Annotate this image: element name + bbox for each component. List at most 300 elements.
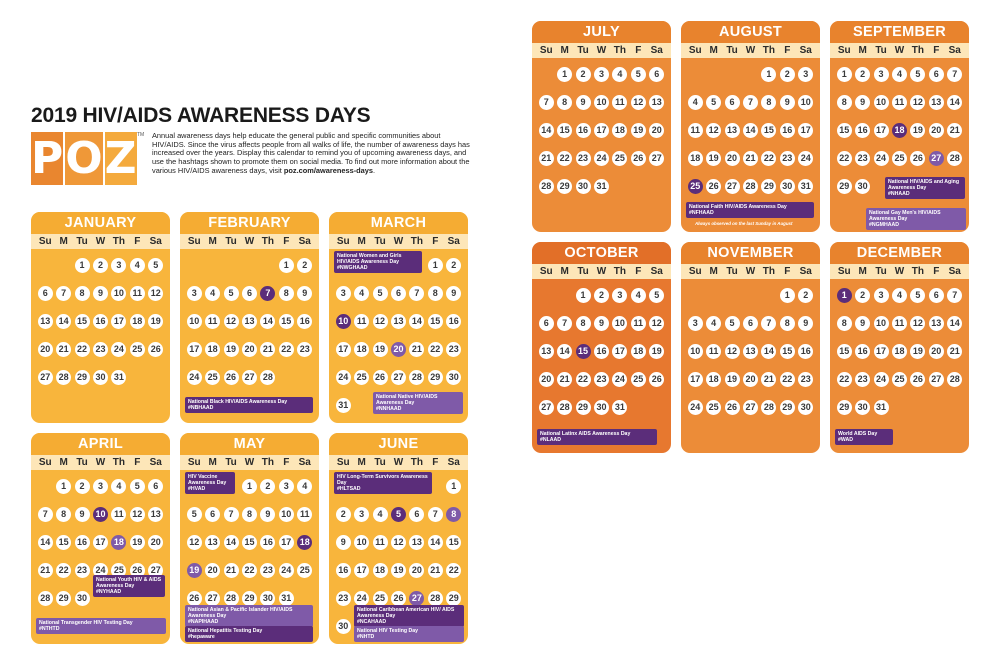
day-number[interactable]: 18 — [130, 314, 145, 329]
day-number[interactable]: 2 — [855, 288, 870, 303]
day-number[interactable]: 28 — [38, 591, 53, 606]
day-number[interactable]: 5 — [910, 288, 925, 303]
day-number[interactable]: 17 — [279, 535, 294, 550]
day-number[interactable]: 25 — [631, 372, 646, 387]
day-number[interactable]: 20 — [929, 344, 944, 359]
day-number[interactable]: 1 — [75, 258, 90, 273]
day-number[interactable]: 3 — [93, 479, 108, 494]
day-number[interactable]: 22 — [279, 342, 294, 357]
day-number[interactable]: 15 — [780, 344, 795, 359]
day-number[interactable]: 14 — [56, 314, 71, 329]
day-number[interactable]: 18 — [612, 123, 627, 138]
day-number[interactable]: 5 — [706, 95, 721, 110]
awareness-day-number[interactable]: 10 — [336, 314, 351, 329]
day-number[interactable]: 15 — [279, 314, 294, 329]
day-number[interactable]: 23 — [855, 372, 870, 387]
day-number[interactable]: 22 — [56, 563, 71, 578]
awareness-day-number[interactable]: 19 — [187, 563, 202, 578]
day-number[interactable]: 28 — [947, 151, 962, 166]
day-number[interactable]: 3 — [354, 507, 369, 522]
day-number[interactable]: 6 — [725, 95, 740, 110]
day-number[interactable]: 15 — [56, 535, 71, 550]
day-number[interactable]: 19 — [224, 342, 239, 357]
day-number[interactable]: 21 — [38, 563, 53, 578]
day-number[interactable]: 6 — [649, 67, 664, 82]
day-number[interactable]: 9 — [446, 286, 461, 301]
day-number[interactable]: 6 — [929, 288, 944, 303]
day-number[interactable]: 12 — [130, 507, 145, 522]
day-number[interactable]: 2 — [75, 479, 90, 494]
day-number[interactable]: 1 — [242, 479, 257, 494]
day-number[interactable]: 30 — [780, 179, 795, 194]
day-number[interactable]: 8 — [242, 507, 257, 522]
day-number[interactable]: 25 — [205, 370, 220, 385]
day-number[interactable]: 20 — [929, 123, 944, 138]
day-number[interactable]: 15 — [242, 535, 257, 550]
day-number[interactable]: 17 — [874, 344, 889, 359]
day-number[interactable]: 26 — [373, 370, 388, 385]
day-number[interactable]: 4 — [892, 67, 907, 82]
day-number[interactable]: 31 — [279, 591, 294, 606]
day-number[interactable]: 7 — [409, 286, 424, 301]
day-number[interactable]: 9 — [780, 95, 795, 110]
day-number[interactable]: 31 — [798, 179, 813, 194]
day-number[interactable]: 17 — [798, 123, 813, 138]
day-number[interactable]: 1 — [557, 67, 572, 82]
day-number[interactable]: 8 — [56, 507, 71, 522]
day-number[interactable]: 12 — [910, 95, 925, 110]
day-number[interactable]: 1 — [446, 479, 461, 494]
day-number[interactable]: 31 — [336, 398, 351, 413]
day-number[interactable]: 12 — [706, 123, 721, 138]
day-number[interactable]: 13 — [743, 344, 758, 359]
day-number[interactable]: 4 — [297, 479, 312, 494]
day-number[interactable]: 14 — [539, 123, 554, 138]
day-number[interactable]: 26 — [148, 342, 163, 357]
awareness-day-number[interactable]: 7 — [260, 286, 275, 301]
day-number[interactable]: 6 — [205, 507, 220, 522]
day-number[interactable]: 17 — [336, 342, 351, 357]
day-number[interactable]: 27 — [649, 151, 664, 166]
day-number[interactable]: 3 — [874, 288, 889, 303]
day-number[interactable]: 24 — [93, 563, 108, 578]
day-number[interactable]: 13 — [38, 314, 53, 329]
day-number[interactable]: 14 — [947, 95, 962, 110]
day-number[interactable]: 31 — [612, 400, 627, 415]
day-number[interactable]: 16 — [93, 314, 108, 329]
day-number[interactable]: 19 — [725, 372, 740, 387]
day-number[interactable]: 23 — [336, 591, 351, 606]
day-number[interactable]: 22 — [242, 563, 257, 578]
day-number[interactable]: 2 — [855, 67, 870, 82]
day-number[interactable]: 5 — [910, 67, 925, 82]
day-number[interactable]: 7 — [743, 95, 758, 110]
day-number[interactable]: 21 — [260, 342, 275, 357]
day-number[interactable]: 23 — [594, 372, 609, 387]
day-number[interactable]: 12 — [391, 535, 406, 550]
awareness-day-number[interactable]: 8 — [446, 507, 461, 522]
day-number[interactable]: 31 — [594, 179, 609, 194]
day-number[interactable]: 20 — [38, 342, 53, 357]
day-number[interactable]: 25 — [130, 342, 145, 357]
day-number[interactable]: 17 — [594, 123, 609, 138]
day-number[interactable]: 7 — [224, 507, 239, 522]
day-number[interactable]: 15 — [837, 344, 852, 359]
day-number[interactable]: 23 — [780, 151, 795, 166]
day-number[interactable]: 7 — [539, 95, 554, 110]
day-number[interactable]: 7 — [557, 316, 572, 331]
day-number[interactable]: 1 — [837, 67, 852, 82]
day-number[interactable]: 9 — [594, 316, 609, 331]
day-number[interactable]: 24 — [612, 372, 627, 387]
day-number[interactable]: 21 — [557, 372, 572, 387]
day-number[interactable]: 10 — [874, 95, 889, 110]
day-number[interactable]: 26 — [631, 151, 646, 166]
day-number[interactable]: 13 — [649, 95, 664, 110]
day-number[interactable]: 2 — [576, 67, 591, 82]
day-number[interactable]: 8 — [761, 95, 776, 110]
day-number[interactable]: 15 — [837, 123, 852, 138]
day-number[interactable]: 28 — [947, 372, 962, 387]
day-number[interactable]: 9 — [297, 286, 312, 301]
day-number[interactable]: 4 — [892, 288, 907, 303]
day-number[interactable]: 17 — [111, 314, 126, 329]
day-number[interactable]: 14 — [224, 535, 239, 550]
day-number[interactable]: 8 — [279, 286, 294, 301]
day-number[interactable]: 10 — [187, 314, 202, 329]
day-number[interactable]: 1 — [428, 258, 443, 273]
day-number[interactable]: 17 — [874, 123, 889, 138]
day-number[interactable]: 18 — [354, 342, 369, 357]
day-number[interactable]: 11 — [706, 344, 721, 359]
day-number[interactable]: 11 — [297, 507, 312, 522]
day-number[interactable]: 29 — [837, 400, 852, 415]
day-number[interactable]: 2 — [297, 258, 312, 273]
day-number[interactable]: 29 — [56, 591, 71, 606]
day-number[interactable]: 21 — [56, 342, 71, 357]
day-number[interactable]: 12 — [910, 316, 925, 331]
day-number[interactable]: 23 — [798, 372, 813, 387]
day-number[interactable]: 24 — [798, 151, 813, 166]
day-number[interactable]: 29 — [75, 370, 90, 385]
day-number[interactable]: 30 — [93, 370, 108, 385]
day-number[interactable]: 19 — [373, 342, 388, 357]
day-number[interactable]: 16 — [855, 344, 870, 359]
day-number[interactable]: 18 — [631, 344, 646, 359]
day-number[interactable]: 29 — [428, 370, 443, 385]
day-number[interactable]: 23 — [260, 563, 275, 578]
day-number[interactable]: 20 — [409, 563, 424, 578]
awareness-day-number[interactable]: 27 — [929, 151, 944, 166]
day-number[interactable]: 27 — [929, 372, 944, 387]
day-number[interactable]: 7 — [947, 67, 962, 82]
day-number[interactable]: 4 — [205, 286, 220, 301]
day-number[interactable]: 5 — [373, 286, 388, 301]
day-number[interactable]: 9 — [75, 507, 90, 522]
day-number[interactable]: 29 — [837, 179, 852, 194]
day-number[interactable]: 18 — [205, 342, 220, 357]
awareness-day-number[interactable]: 25 — [688, 179, 703, 194]
day-number[interactable]: 4 — [631, 288, 646, 303]
day-number[interactable]: 20 — [205, 563, 220, 578]
day-number[interactable]: 4 — [612, 67, 627, 82]
day-number[interactable]: 9 — [93, 286, 108, 301]
day-number[interactable]: 1 — [279, 258, 294, 273]
day-number[interactable]: 3 — [279, 479, 294, 494]
day-number[interactable]: 20 — [725, 151, 740, 166]
day-number[interactable]: 28 — [428, 591, 443, 606]
awareness-day-number[interactable]: 15 — [576, 344, 591, 359]
day-number[interactable]: 17 — [93, 535, 108, 550]
day-number[interactable]: 27 — [391, 370, 406, 385]
day-number[interactable]: 23 — [855, 151, 870, 166]
day-number[interactable]: 11 — [354, 314, 369, 329]
day-number[interactable]: 19 — [706, 151, 721, 166]
day-number[interactable]: 25 — [892, 151, 907, 166]
day-number[interactable]: 23 — [297, 342, 312, 357]
day-number[interactable]: 24 — [336, 370, 351, 385]
day-number[interactable]: 10 — [798, 95, 813, 110]
day-number[interactable]: 24 — [279, 563, 294, 578]
day-number[interactable]: 18 — [706, 372, 721, 387]
day-number[interactable]: 28 — [557, 400, 572, 415]
day-number[interactable]: 17 — [612, 344, 627, 359]
day-number[interactable]: 16 — [855, 123, 870, 138]
day-number[interactable]: 3 — [187, 286, 202, 301]
day-number[interactable]: 25 — [706, 400, 721, 415]
day-number[interactable]: 2 — [594, 288, 609, 303]
day-number[interactable]: 26 — [224, 370, 239, 385]
day-number[interactable]: 23 — [75, 563, 90, 578]
day-number[interactable]: 6 — [391, 286, 406, 301]
day-number[interactable]: 21 — [947, 344, 962, 359]
day-number[interactable]: 22 — [837, 372, 852, 387]
day-number[interactable]: 10 — [612, 316, 627, 331]
day-number[interactable]: 19 — [130, 535, 145, 550]
day-number[interactable]: 21 — [539, 151, 554, 166]
day-number[interactable]: 28 — [224, 591, 239, 606]
day-number[interactable]: 12 — [725, 344, 740, 359]
day-number[interactable]: 11 — [205, 314, 220, 329]
day-number[interactable]: 1 — [56, 479, 71, 494]
day-number[interactable]: 30 — [855, 179, 870, 194]
day-number[interactable]: 21 — [409, 342, 424, 357]
day-number[interactable]: 14 — [947, 316, 962, 331]
day-number[interactable]: 5 — [631, 67, 646, 82]
day-number[interactable]: 1 — [780, 288, 795, 303]
day-number[interactable]: 4 — [111, 479, 126, 494]
day-number[interactable]: 30 — [260, 591, 275, 606]
day-number[interactable]: 1 — [761, 67, 776, 82]
day-number[interactable]: 16 — [576, 123, 591, 138]
awareness-day-number[interactable]: 18 — [892, 123, 907, 138]
day-number[interactable]: 27 — [725, 179, 740, 194]
day-number[interactable]: 26 — [649, 372, 664, 387]
day-number[interactable]: 29 — [761, 179, 776, 194]
day-number[interactable]: 22 — [780, 372, 795, 387]
day-number[interactable]: 14 — [409, 314, 424, 329]
day-number[interactable]: 13 — [391, 314, 406, 329]
day-number[interactable]: 11 — [631, 316, 646, 331]
day-number[interactable]: 22 — [75, 342, 90, 357]
day-number[interactable]: 2 — [798, 288, 813, 303]
day-number[interactable]: 3 — [612, 288, 627, 303]
day-number[interactable]: 30 — [576, 179, 591, 194]
day-number[interactable]: 8 — [780, 316, 795, 331]
day-number[interactable]: 10 — [594, 95, 609, 110]
day-number[interactable]: 20 — [743, 372, 758, 387]
day-number[interactable]: 3 — [594, 67, 609, 82]
day-number[interactable]: 3 — [798, 67, 813, 82]
day-number[interactable]: 11 — [111, 507, 126, 522]
day-number[interactable]: 2 — [446, 258, 461, 273]
day-number[interactable]: 22 — [837, 151, 852, 166]
day-number[interactable]: 26 — [725, 400, 740, 415]
day-number[interactable]: 25 — [612, 151, 627, 166]
day-number[interactable]: 22 — [576, 372, 591, 387]
day-number[interactable]: 30 — [75, 591, 90, 606]
day-number[interactable]: 7 — [947, 288, 962, 303]
day-number[interactable]: 7 — [761, 316, 776, 331]
day-number[interactable]: 2 — [336, 507, 351, 522]
day-number[interactable]: 21 — [743, 151, 758, 166]
day-number[interactable]: 5 — [224, 286, 239, 301]
day-number[interactable]: 24 — [874, 372, 889, 387]
day-number[interactable]: 7 — [56, 286, 71, 301]
day-number[interactable]: 23 — [446, 342, 461, 357]
day-number[interactable]: 14 — [557, 344, 572, 359]
day-number[interactable]: 3 — [688, 316, 703, 331]
day-number[interactable]: 19 — [649, 344, 664, 359]
day-number[interactable]: 6 — [539, 316, 554, 331]
day-number[interactable]: 6 — [409, 507, 424, 522]
day-number[interactable]: 15 — [75, 314, 90, 329]
day-number[interactable]: 10 — [279, 507, 294, 522]
day-number[interactable]: 23 — [93, 342, 108, 357]
day-number[interactable]: 30 — [798, 400, 813, 415]
day-number[interactable]: 25 — [892, 372, 907, 387]
awareness-day-number[interactable]: 1 — [837, 288, 852, 303]
day-number[interactable]: 27 — [38, 370, 53, 385]
day-number[interactable]: 22 — [428, 342, 443, 357]
day-number[interactable]: 27 — [242, 370, 257, 385]
day-number[interactable]: 6 — [148, 479, 163, 494]
day-number[interactable]: 25 — [297, 563, 312, 578]
day-number[interactable]: 5 — [148, 258, 163, 273]
awareness-day-number[interactable]: 20 — [391, 342, 406, 357]
day-number[interactable]: 24 — [594, 151, 609, 166]
day-number[interactable]: 8 — [576, 316, 591, 331]
day-number[interactable]: 2 — [93, 258, 108, 273]
day-number[interactable]: 10 — [354, 535, 369, 550]
day-number[interactable]: 14 — [743, 123, 758, 138]
day-number[interactable]: 26 — [130, 563, 145, 578]
day-number[interactable]: 14 — [38, 535, 53, 550]
day-number[interactable]: 14 — [761, 344, 776, 359]
day-number[interactable]: 26 — [187, 591, 202, 606]
day-number[interactable]: 29 — [557, 179, 572, 194]
day-number[interactable]: 4 — [130, 258, 145, 273]
day-number[interactable]: 3 — [874, 67, 889, 82]
day-number[interactable]: 20 — [148, 535, 163, 550]
day-number[interactable]: 24 — [688, 400, 703, 415]
day-number[interactable]: 17 — [354, 563, 369, 578]
day-number[interactable]: 30 — [855, 400, 870, 415]
day-number[interactable]: 26 — [910, 372, 925, 387]
day-number[interactable]: 30 — [336, 619, 351, 634]
day-number[interactable]: 12 — [148, 286, 163, 301]
day-number[interactable]: 13 — [242, 314, 257, 329]
day-number[interactable]: 15 — [428, 314, 443, 329]
day-number[interactable]: 13 — [929, 316, 944, 331]
day-number[interactable]: 3 — [111, 258, 126, 273]
awareness-day-number[interactable]: 5 — [391, 507, 406, 522]
awareness-day-number[interactable]: 18 — [297, 535, 312, 550]
day-number[interactable]: 27 — [205, 591, 220, 606]
day-number[interactable]: 11 — [892, 95, 907, 110]
day-number[interactable]: 31 — [111, 370, 126, 385]
day-number[interactable]: 19 — [391, 563, 406, 578]
awareness-day-number[interactable]: 18 — [111, 535, 126, 550]
day-number[interactable]: 21 — [224, 563, 239, 578]
day-number[interactable]: 28 — [761, 400, 776, 415]
day-number[interactable]: 24 — [187, 370, 202, 385]
day-number[interactable]: 28 — [56, 370, 71, 385]
day-number[interactable]: 9 — [336, 535, 351, 550]
day-number[interactable]: 25 — [111, 563, 126, 578]
day-number[interactable]: 16 — [75, 535, 90, 550]
day-number[interactable]: 28 — [743, 179, 758, 194]
day-number[interactable]: 26 — [706, 179, 721, 194]
day-number[interactable]: 13 — [148, 507, 163, 522]
day-number[interactable]: 29 — [576, 400, 591, 415]
day-number[interactable]: 20 — [649, 123, 664, 138]
day-number[interactable]: 27 — [743, 400, 758, 415]
day-number[interactable]: 13 — [929, 95, 944, 110]
day-number[interactable]: 21 — [428, 563, 443, 578]
day-number[interactable]: 18 — [892, 344, 907, 359]
day-number[interactable]: 16 — [297, 314, 312, 329]
day-number[interactable]: 8 — [837, 95, 852, 110]
day-number[interactable]: 10 — [111, 286, 126, 301]
day-number[interactable]: 22 — [557, 151, 572, 166]
day-number[interactable]: 30 — [594, 400, 609, 415]
day-number[interactable]: 20 — [242, 342, 257, 357]
day-number[interactable]: 24 — [111, 342, 126, 357]
day-number[interactable]: 27 — [539, 400, 554, 415]
day-number[interactable]: 5 — [130, 479, 145, 494]
day-number[interactable]: 5 — [649, 288, 664, 303]
day-number[interactable]: 29 — [446, 591, 461, 606]
day-number[interactable]: 11 — [688, 123, 703, 138]
day-number[interactable]: 28 — [260, 370, 275, 385]
day-number[interactable]: 11 — [130, 286, 145, 301]
day-number[interactable]: 6 — [38, 286, 53, 301]
day-number[interactable]: 22 — [446, 563, 461, 578]
day-number[interactable]: 4 — [688, 95, 703, 110]
day-number[interactable]: 19 — [910, 123, 925, 138]
day-number[interactable]: 7 — [38, 507, 53, 522]
day-number[interactable]: 26 — [910, 151, 925, 166]
day-number[interactable]: 29 — [242, 591, 257, 606]
day-number[interactable]: 12 — [187, 535, 202, 550]
day-number[interactable]: 6 — [242, 286, 257, 301]
day-number[interactable]: 18 — [688, 151, 703, 166]
day-number[interactable]: 19 — [148, 314, 163, 329]
day-number[interactable]: 3 — [336, 286, 351, 301]
day-number[interactable]: 6 — [743, 316, 758, 331]
day-number[interactable]: 16 — [446, 314, 461, 329]
